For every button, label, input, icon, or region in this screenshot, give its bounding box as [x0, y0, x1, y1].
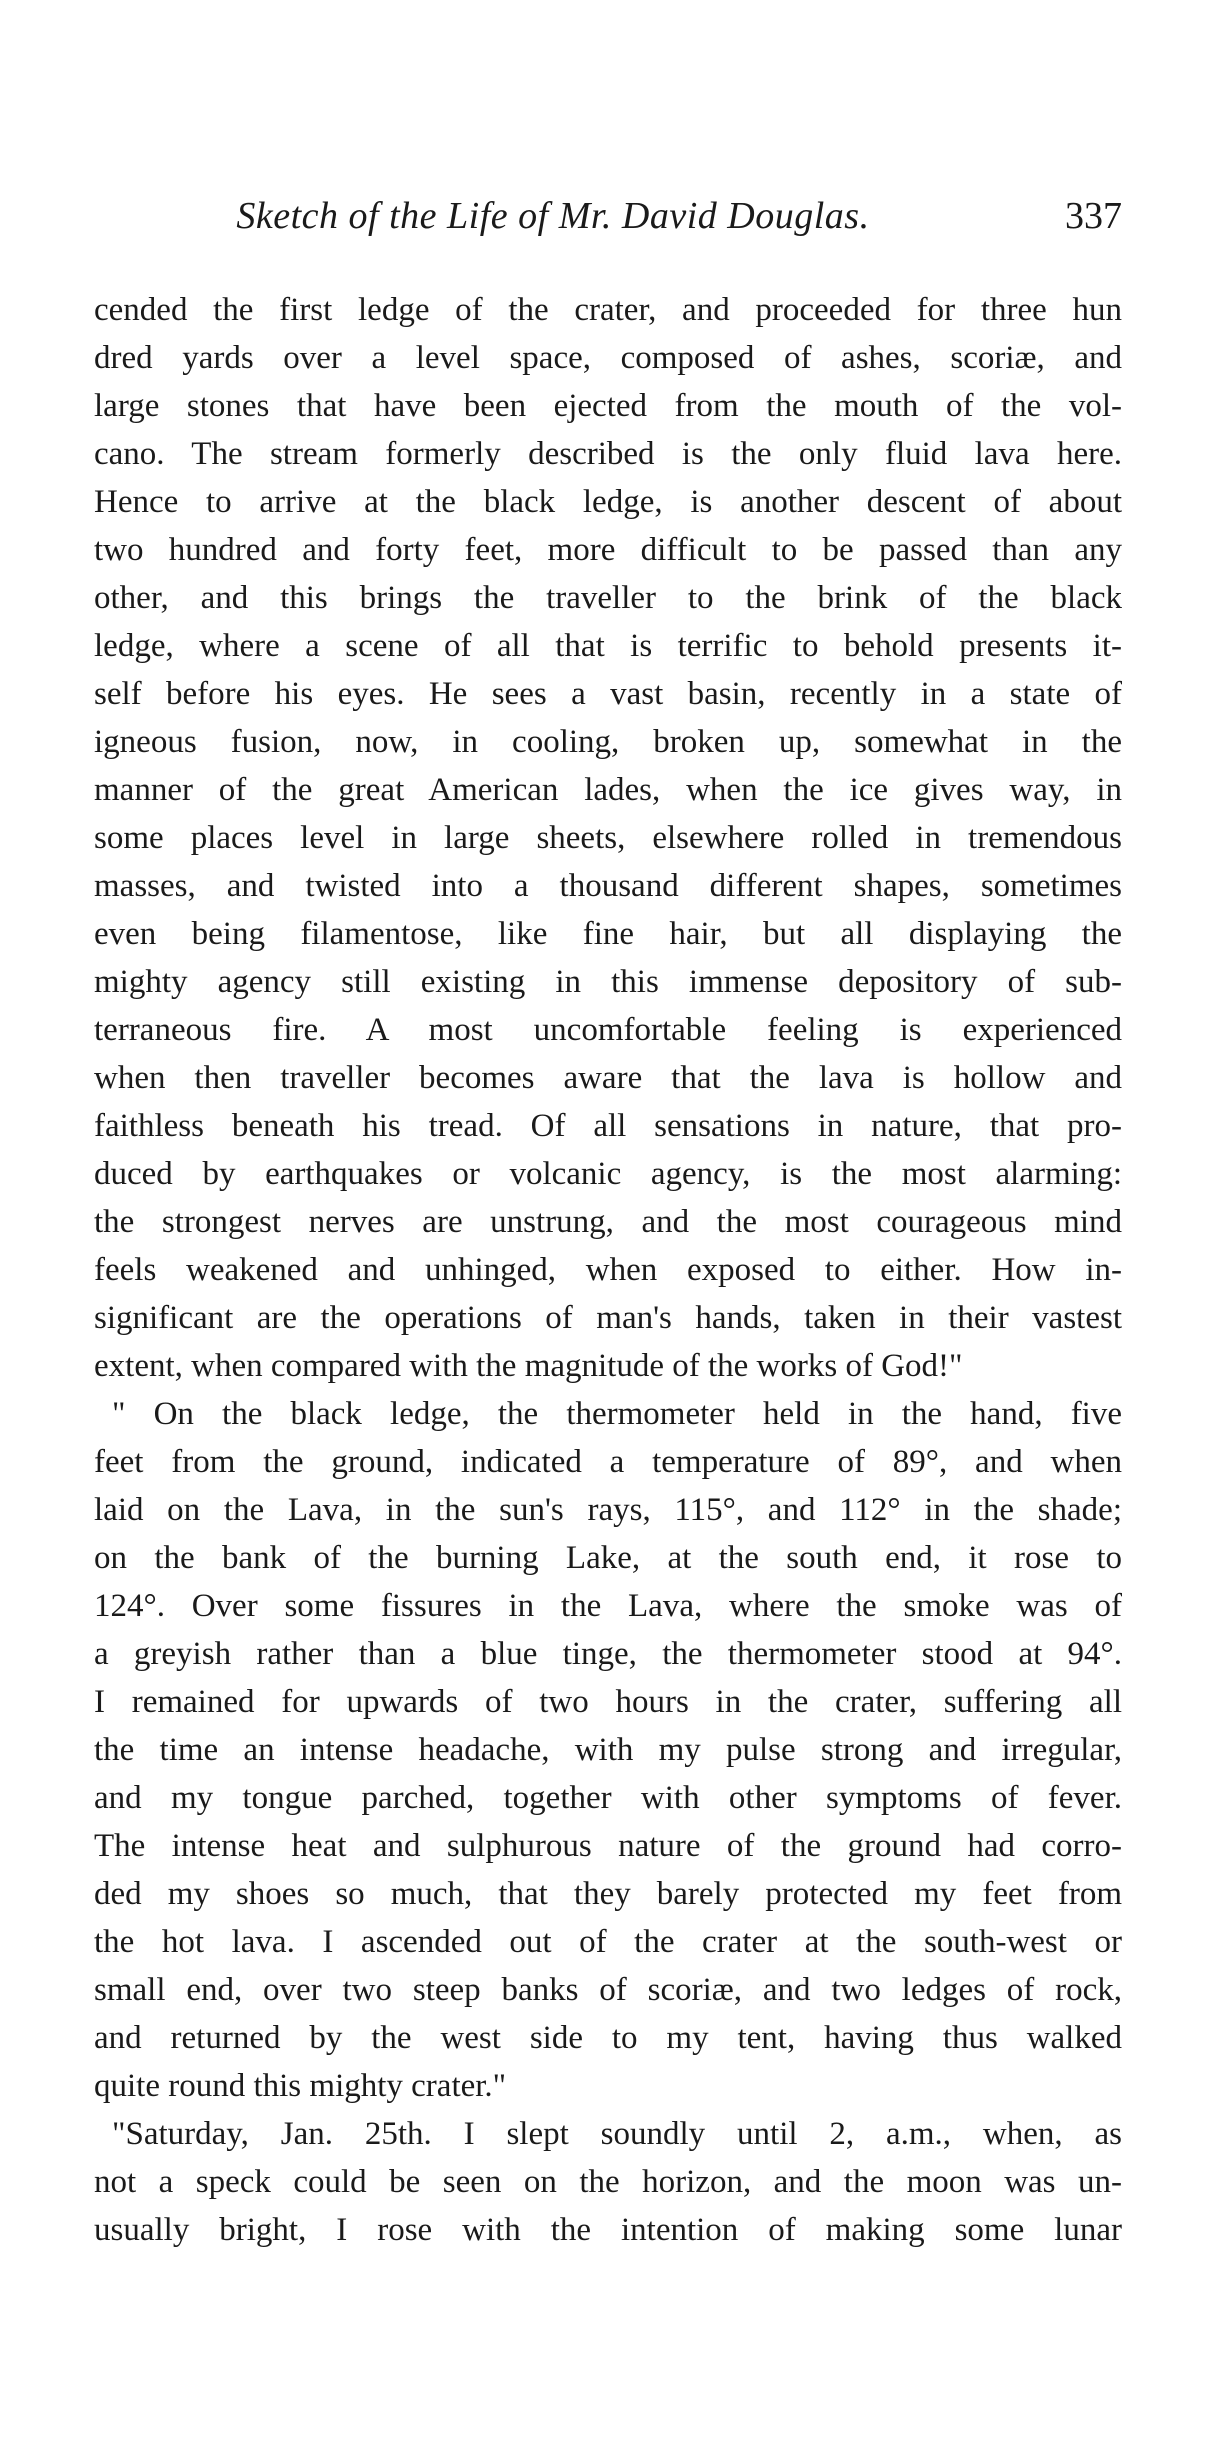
text-line: "Saturday, Jan. 25th. I slept soundly until 2, a.m., when, as: [112, 2116, 1122, 2152]
text-line: extent, when compared with the magnitude of the works of God!": [94, 1348, 963, 1384]
text-line: mighty agency still existing in this immense depository of sub-: [94, 964, 1122, 1000]
text-line: on the bank of the burning Lake, at the south end, it rose to: [94, 1540, 1122, 1576]
text-line: cano. The stream formerly described is the only fluid lava here.: [94, 436, 1122, 472]
body-text: [94, 286, 1122, 2254]
text-line: usually bright, I rose with the intention of making some lunar: [94, 2212, 1122, 2248]
text-line: large stones that have been ejected from the mouth of the vol-: [94, 388, 1122, 424]
text-line: " On the black ledge, the thermometer held in the hand, five: [112, 1396, 1122, 1432]
page-number: 337: [1065, 195, 1122, 237]
text-line: manner of the great American lades, when the ice gives way, in: [94, 772, 1122, 808]
text-line: not a speck could be seen on the horizon, and the moon was un-: [94, 2164, 1122, 2200]
text-line: cended the first ledge of the crater, and proceeded for three hun: [94, 292, 1122, 328]
text-line: I remained for upwards of two hours in the crater, suffering all: [94, 1684, 1122, 1720]
text-line: igneous fusion, now, in cooling, broken up, somewhat in the: [94, 724, 1122, 760]
text-line: duced by earthquakes or volcanic agency, is the most alarming:: [94, 1156, 1122, 1192]
text-line: 124°. Over some fissures in the Lava, where the smoke was of: [94, 1588, 1122, 1624]
text-line: ded my shoes so much, that they barely protected my feet from: [94, 1876, 1122, 1912]
text-line: quite round this mighty crater.": [94, 2068, 507, 2104]
text-line: two hundred and forty feet, more difficult to be passed than any: [94, 532, 1122, 568]
text-line: significant are the operations of man's hands, taken in their vastest: [94, 1300, 1122, 1336]
text-line: other, and this brings the traveller to the brink of the black: [94, 580, 1122, 616]
text-line: and returned by the west side to my tent, having thus walked: [94, 2020, 1122, 2056]
text-line: self before his eyes. He sees a vast basin, recently in a state of: [94, 676, 1122, 712]
text-line: feet from the ground, indicated a temperature of 89°, and when: [94, 1444, 1122, 1480]
running-title: Sketch of the Life of Mr. David Douglas.: [236, 195, 870, 237]
text-line: laid on the Lava, in the sun's rays, 115°, and 112° in the shade;: [94, 1492, 1122, 1528]
text-line: The intense heat and sulphurous nature of the ground had corro-: [94, 1828, 1122, 1864]
text-line: dred yards over a level space, composed of ashes, scoriæ, and: [94, 340, 1122, 376]
text-line: masses, and twisted into a thousand different shapes, sometimes: [94, 868, 1122, 904]
text-line: small end, over two steep banks of scoriæ, and two ledges of rock,: [94, 1972, 1122, 2008]
text-line: the strongest nerves are unstrung, and the most courageous mind: [94, 1204, 1122, 1240]
text-line: some places level in large sheets, elsewhere rolled in tremendous: [94, 820, 1122, 856]
text-line: the hot lava. I ascended out of the crater at the south-west or: [94, 1924, 1122, 1960]
text-line: ledge, where a scene of all that is terrific to behold presents it-: [94, 628, 1122, 664]
text-line: the time an intense headache, with my pulse strong and irregular,: [94, 1732, 1122, 1768]
text-line: a greyish rather than a blue tinge, the thermometer stood at 94°.: [94, 1636, 1122, 1672]
text-line: feels weakened and unhinged, when exposed to either. How in-: [94, 1252, 1122, 1288]
text-line: and my tongue parched, together with other symptoms of fever.: [94, 1780, 1122, 1816]
text-line: Hence to arrive at the black ledge, is another descent of about: [94, 484, 1122, 520]
text-line: when then traveller becomes aware that the lava is hollow and: [94, 1060, 1122, 1096]
running-head: [94, 190, 1122, 250]
text-line: even being filamentose, like fine hair, but all displaying the: [94, 916, 1122, 952]
text-line: terraneous fire. A most uncomfortable feeling is experienced: [94, 1012, 1122, 1048]
text-line: faithless beneath his tread. Of all sensations in nature, that pro-: [94, 1108, 1122, 1144]
